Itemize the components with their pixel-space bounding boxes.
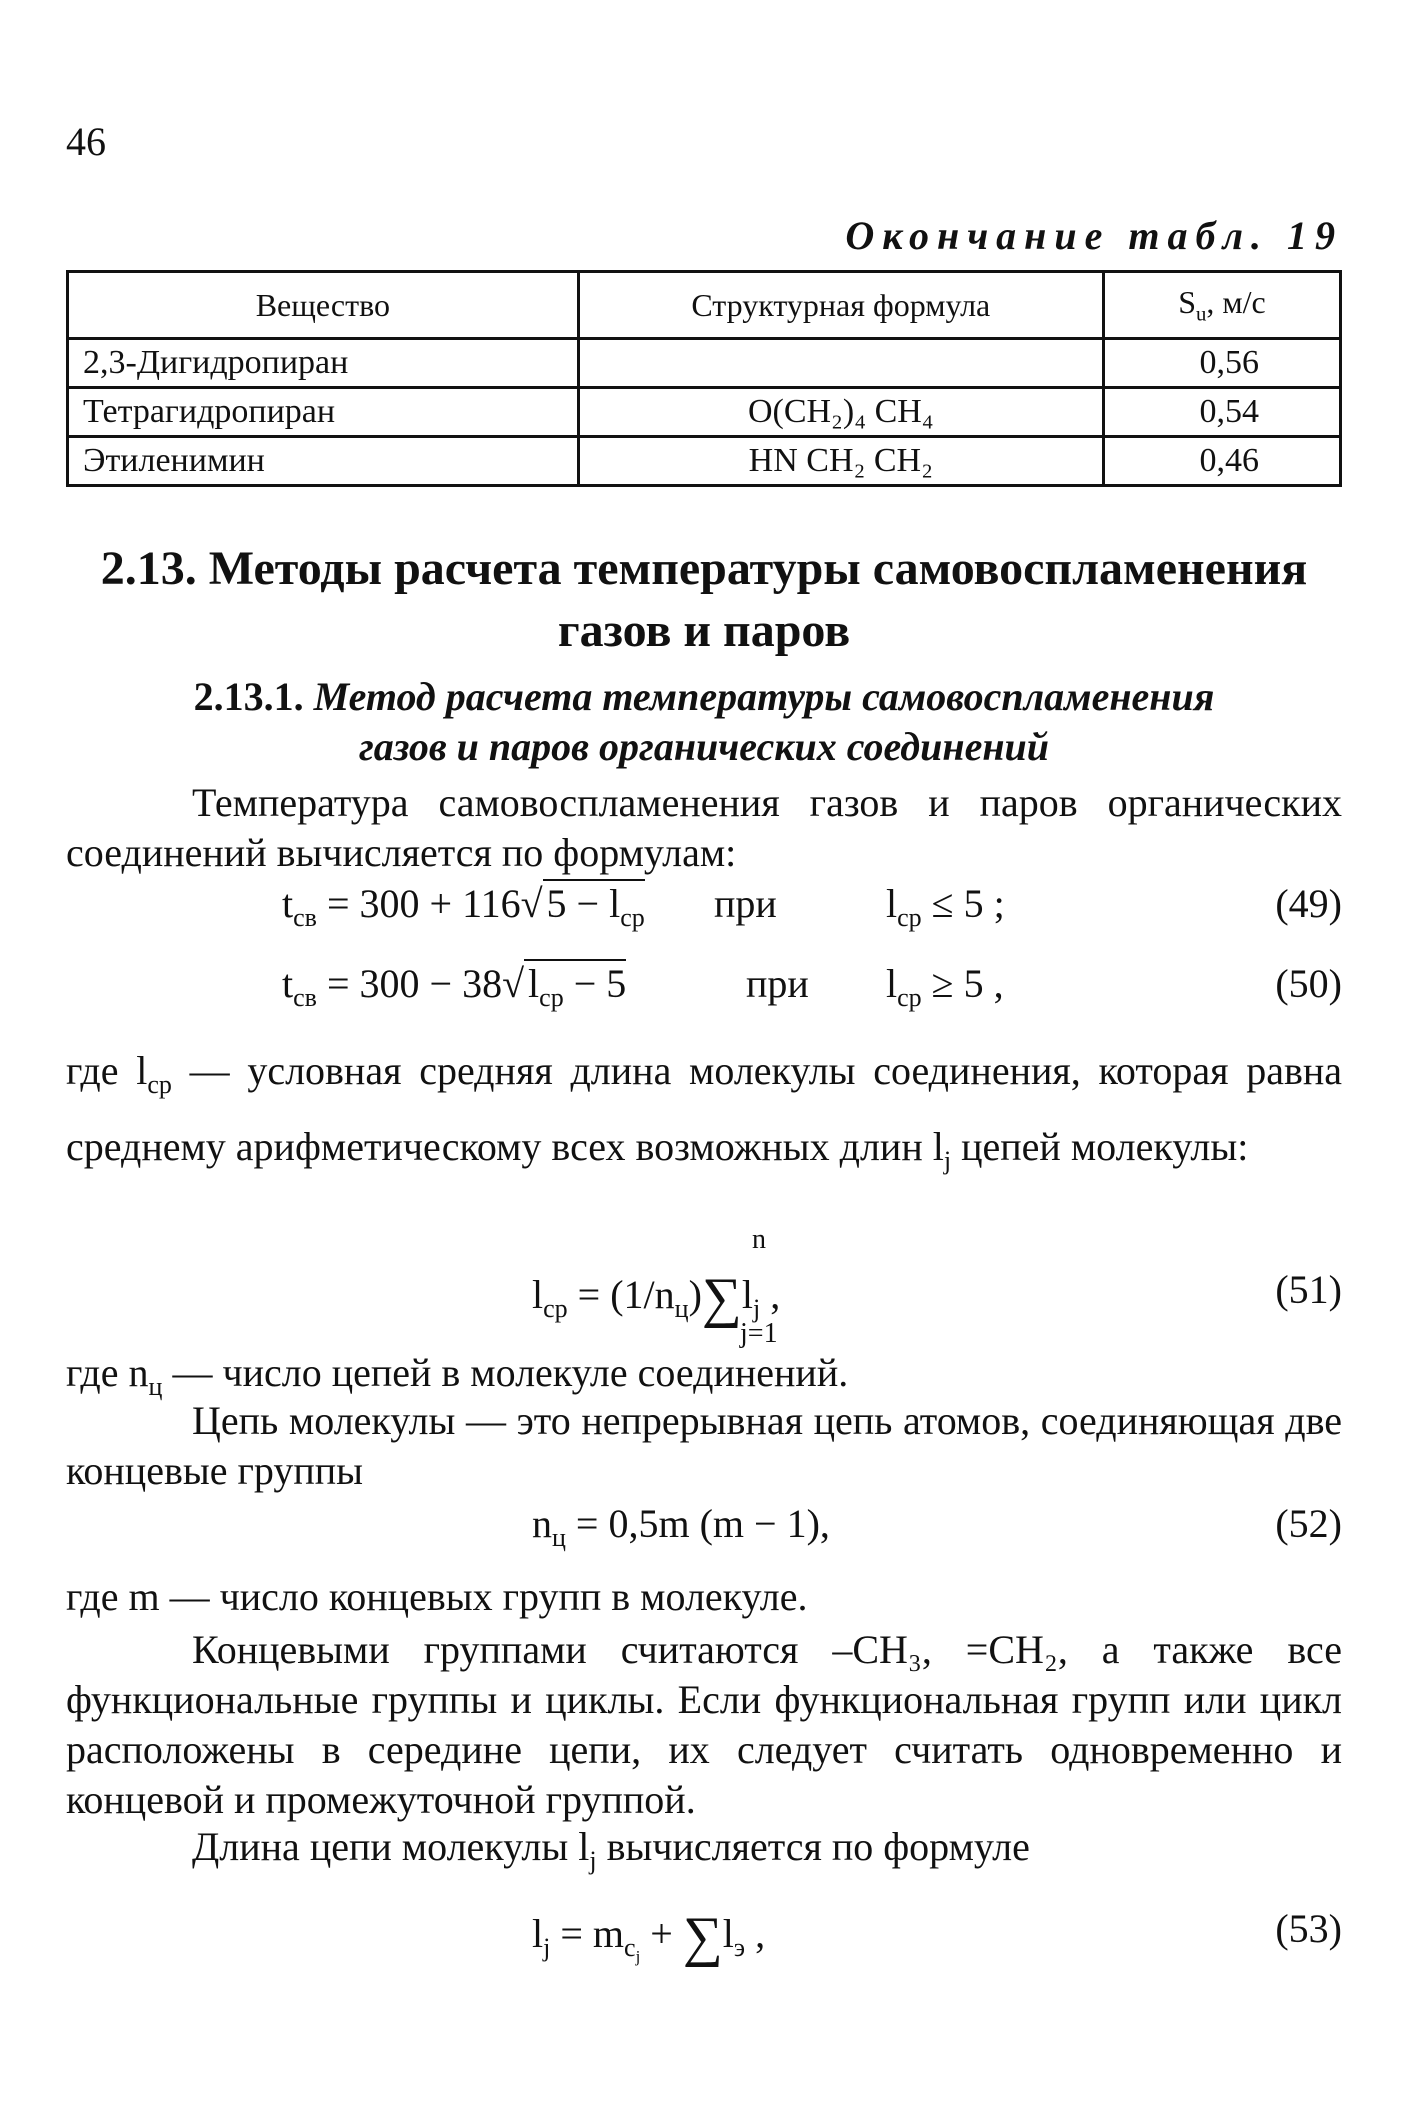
header-formula: Структурная формула — [578, 272, 1103, 339]
section-title-line: газов и паров — [557, 604, 851, 657]
table-row — [68, 388, 1341, 437]
formula-51 — [66, 1224, 1342, 1349]
paragraph: Цепь молекулы — это непрерывная цепь атомов, соединяющая две концевые группы — [66, 1398, 1342, 1493]
formula-condition-word: при — [714, 881, 777, 926]
subsection-number: 2.13.1. — [193, 674, 304, 719]
sum-symbol: ∑ — [682, 1906, 723, 1968]
section-title — [66, 538, 1342, 662]
table-caption: Окончание табл. 19 — [845, 213, 1343, 258]
formula-condition-word: при — [746, 961, 809, 1006]
paragraph: Концевыми группами считаются –CH₃, =CH₂, а также все функциональные группы и циклы. Если функциональная групп или цикл расположены в середине цепи, их следует считать одновременно и концевой и промежуточной группой. — [66, 1627, 1342, 1822]
formula-expression: $l_{ср} = (1/n_ц)\sum l_j$ , — [532, 1267, 781, 1329]
paragraph: где m — число концевых групп в молекуле. — [66, 1574, 808, 1619]
sum-upper-limit: n — [752, 1224, 766, 1255]
formula-cell: HN CH₂ CH₂ — [578, 437, 1103, 486]
substance-table — [66, 270, 1342, 487]
sum-lower-limit: j=1 — [740, 1318, 778, 1349]
table-header-row — [68, 272, 1341, 339]
paragraph: Температура самовоспламенения газов и паров органических соединений вычисляется по формулам: — [66, 780, 1342, 875]
subsection-title-line: Метод расчета температуры самовоспламенения — [313, 674, 1215, 719]
formula-number: (52) — [1275, 1501, 1342, 1546]
formula-expression: $l_j = m_{c_j} + \sum l_э$ , — [532, 1906, 766, 1968]
formula-49 — [66, 880, 1342, 940]
formula-52 — [66, 1500, 1342, 1560]
formula-expression: $n_ц = 0,5m$ (m − 1), — [532, 1501, 830, 1552]
paragraph: где $n_ц$ — число цепей в молекуле соединений. — [66, 1350, 849, 1401]
su-cell: 0,54 — [1103, 388, 1340, 437]
formula-number: (49) — [1275, 881, 1342, 926]
formula-53 — [66, 1905, 1342, 1968]
header-substance: Вещество — [68, 272, 579, 339]
header-su: $S_u$, м/с — [1103, 272, 1340, 339]
formula-expression: $t_{св} = 300 + 116√$ $5 - l_{ср}$ — [282, 881, 645, 932]
substance-cell: 2,3-Дигидропиран — [68, 339, 579, 388]
table-row — [68, 437, 1341, 486]
formula-50 — [66, 960, 1342, 1020]
paragraph: Длина цепи молекулы $l_j$ вычисляется по формуле — [192, 1824, 1030, 1875]
formula-expression: $t_{св} = 300 - 38√$ $l_{ср} - 5$ — [282, 961, 627, 1012]
table-row — [68, 339, 1341, 388]
substance-cell: Этиленимин — [68, 437, 579, 486]
formula-cell: O(CH₂)₄ CH₄ — [578, 388, 1103, 437]
formula-number: (53) — [1275, 1906, 1342, 1951]
formula-condition: $l_{ср} \ge 5$ , — [886, 961, 1004, 1012]
substance-cell: Тетрагидропиран — [68, 388, 579, 437]
formula-number: (51) — [1275, 1267, 1342, 1312]
formula-condition: $l_{ср} \le 5$ ; — [886, 881, 1005, 932]
subsection-title-line: газов и паров органических соединений — [358, 724, 1050, 769]
section-title-line: 2.13. Методы расчета температуры самовоспламенения — [100, 542, 1308, 595]
page-number: 46 — [66, 119, 106, 164]
formula-cell — [578, 339, 1103, 388]
subsection-title — [66, 672, 1342, 772]
su-cell: 0,56 — [1103, 339, 1340, 388]
paragraph: где $l_{ср}$ — условная средняя длина молекулы соединения, которая равна среднему арифметическому всех возможных длин $l_j$ цепей молекулы: — [66, 1048, 1342, 1175]
formula-number: (50) — [1275, 961, 1342, 1006]
su-cell: 0,46 — [1103, 437, 1340, 486]
sum-symbol: ∑ — [701, 1267, 742, 1329]
